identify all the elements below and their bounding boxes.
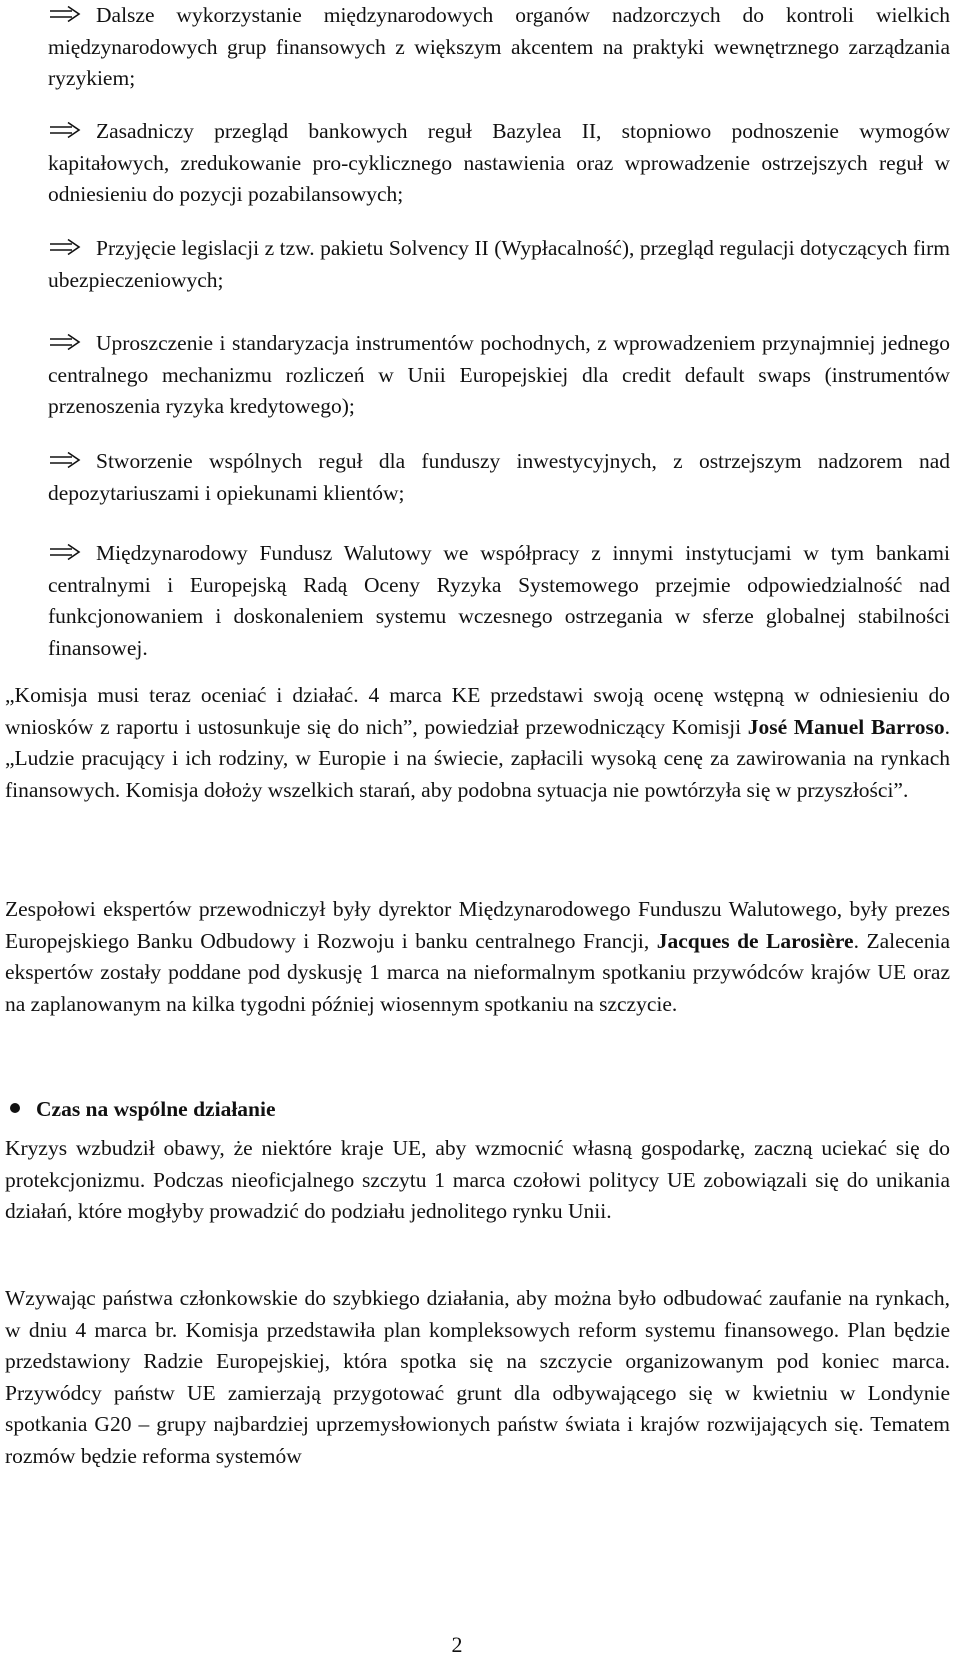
- arrow-list-item-text: Przyjęcie legislacji z tzw. pakietu Solvency II (Wypłacalność), przegląd regulacji dotyczących firm ubezpieczeniowych;: [48, 236, 950, 292]
- paragraph-text: Zespołowi ekspertów przewodniczył były dyrektor Międzynarodowego Funduszu Walutowego, były prezes Europejskiego Banku Odbudowy i Rozwoju i banku centralnego Francji,: [5, 897, 950, 953]
- person-name: Jacques de Larosière: [656, 928, 854, 953]
- double-arrow-right-icon: [48, 451, 82, 469]
- arrow-list-item: [48, 446, 950, 509]
- paragraph-text: . „Ludzie pracujący i ich rodziny, w Europie i na świecie, zapłacili wysoką cenę za zawirowania na rynkach finansowych. Komisja dołoży wszelkich starań, aby podobna sytuacja nie powtórzyła się w przyszłości”.: [5, 714, 950, 802]
- paragraph-expert-group: [5, 894, 950, 1020]
- double-arrow-right-icon: [48, 333, 82, 351]
- section-heading-text: Czas na wspólne działanie: [36, 1097, 276, 1121]
- arrow-list-item-text: Zasadniczy przegląd bankowych reguł Bazylea II, stopniowo podnoszenie wymogów kapitałowych, zredukowanie pro-cyklicznego nastawienia oraz wprowadzenie ostrzejszych reguł w odniesieniu do pozycji pozabilansowych;: [48, 119, 950, 206]
- double-arrow-right-icon: [48, 238, 82, 256]
- arrow-list-item: [48, 328, 950, 423]
- arrow-list-item: [48, 0, 950, 95]
- arrow-list-item: [48, 538, 950, 664]
- paragraph-text: . Zalecenia ekspertów zostały poddane pod dyskusję 1 marca na nieformalnym spotkaniu przywódców krajów UE oraz na zaplanowanym na kilka tygodni później wiosennym spotkaniu na szczycie.: [5, 928, 950, 1016]
- page-number: 2: [451, 1632, 463, 1657]
- paragraph-text: „Komisja musi teraz oceniać i działać. 4 marca KE przedstawi swoją ocenę wstępną w odniesieniu do wniosków z raportu i ustosunkuje się do nich”, powiedział przewodniczący Komisji: [5, 683, 950, 739]
- double-arrow-right-icon: [48, 5, 82, 23]
- paragraph-reform-plan: Wzywając państwa członkowskie do szybkiego działania, aby można było odbudować zaufanie na rynkach, w dniu 4 marca br. Komisja przedstawiła plan kompleksowych reform systemu finansowego. Plan będzie przedstawiony Radzie Europejskiej, która spotka się na szczycie organizowanym pod koniec marca. Przywódcy państw UE zamierzają przygotować grunt dla odbywającego się w kwietniu w Londynie spotkania G20 – grupy najbardziej uprzemysłowionych państw świata i krajów rozwijających się. Tematem rozmów będzie reforma systemów: [5, 1286, 950, 1468]
- paragraph-protectionism: Kryzys wzbudził obawy, że niektóre kraje UE, aby wzmocnić własną gospodarkę, zaczną uciekać się do protekcjonizmu. Podczas nieoficjalnego szczytu 1 marca czołowi politycy UE zobowiązali się do unikania działań, które mogłyby prowadzić do podziału jednolitego rynku Unii.: [5, 1136, 950, 1223]
- arrow-list-item: [48, 233, 950, 296]
- arrow-list-item-text: Międzynarodowy Fundusz Walutowy we współpracy z innymi instytucjami w tym bankami centralnymi i Europejską Radą Oceny Ryzyka Systemowego przejmie odpowiedzialność nad funkcjonowaniem i doskonaleniem systemu wczesnego ostrzegania w sferze globalnej stabilności finansowej.: [48, 541, 950, 660]
- bullet-dot-icon: [10, 1103, 20, 1113]
- arrow-list-item-text: Dalsze wykorzystanie międzynarodowych organów nadzorczych do kontroli wielkich międzynarodowych grup finansowych z większym akcentem na praktyki wewnętrznego zarządzania ryzykiem;: [48, 3, 950, 90]
- person-name: José Manuel Barroso: [747, 714, 945, 739]
- arrow-list-item-text: Uproszczenie i standaryzacja instrumentów pochodnych, z wprowadzeniem przynajmniej jednego centralnego mechanizmu rozliczeń w Unii Europejskiej dla credit default swaps (instrumentów przenoszenia ryzyka kredytowego);: [48, 331, 950, 418]
- double-arrow-right-icon: [48, 543, 82, 561]
- arrow-list-item: [48, 116, 950, 211]
- paragraph-barroso-quote: [5, 680, 950, 806]
- arrow-list-item-text: Stworzenie wspólnych reguł dla funduszy inwestycyjnych, z ostrzejszym nadzorem nad depozytariuszami i opiekunami klientów;: [48, 449, 950, 505]
- section-heading: [10, 1094, 276, 1126]
- double-arrow-right-icon: [48, 121, 82, 139]
